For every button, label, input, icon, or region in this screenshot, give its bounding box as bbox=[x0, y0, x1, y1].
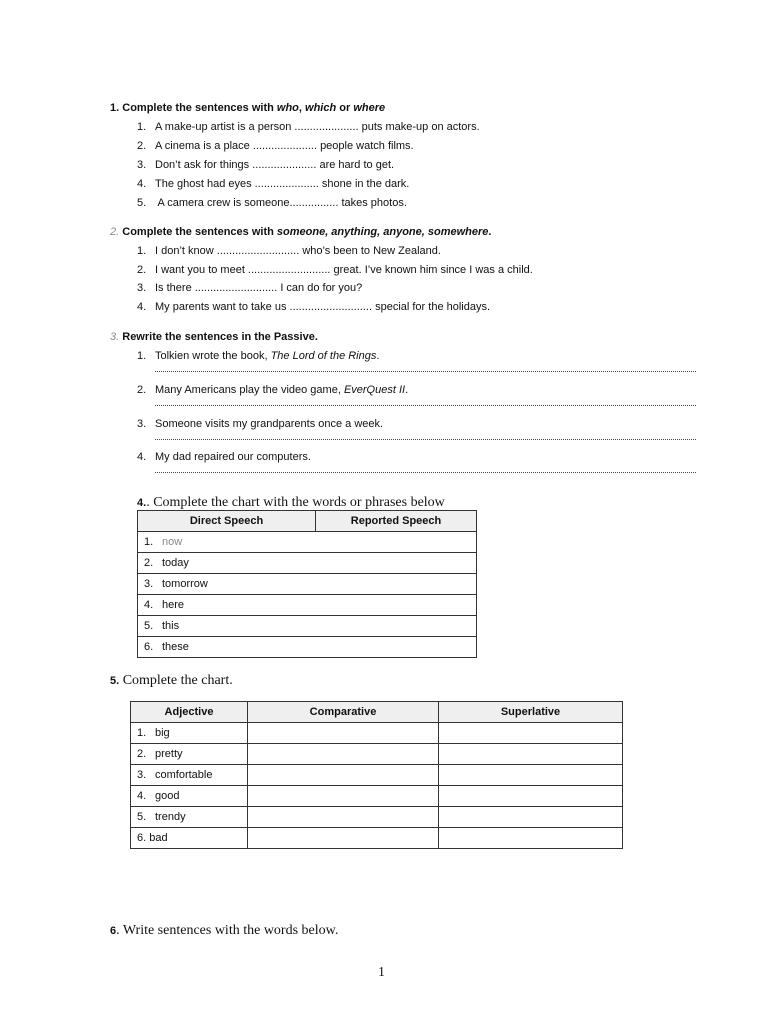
section-number: 5. bbox=[110, 675, 120, 687]
row-number: 2. bbox=[137, 748, 147, 760]
heading-end: . bbox=[488, 226, 492, 238]
table-cell bbox=[138, 574, 316, 595]
section-3-item-3 bbox=[137, 417, 383, 431]
keyword: who bbox=[276, 102, 299, 114]
section-2-heading bbox=[110, 225, 491, 239]
column-header: Comparative bbox=[248, 702, 439, 723]
answer-line-2[interactable] bbox=[155, 405, 696, 406]
section-3-item-1 bbox=[137, 349, 379, 363]
comparatives-table bbox=[130, 701, 623, 849]
item-number: 4. bbox=[137, 178, 147, 190]
keyword: where bbox=[353, 102, 386, 114]
answer-cell[interactable] bbox=[316, 532, 477, 553]
page-number: 1 bbox=[378, 965, 385, 980]
item-number: 3. bbox=[137, 418, 147, 430]
table-row bbox=[131, 828, 623, 849]
section-2-item-3 bbox=[137, 281, 362, 295]
separator: , bbox=[298, 102, 306, 114]
item-number: 4. bbox=[137, 451, 147, 463]
answer-cell[interactable] bbox=[439, 723, 623, 744]
item-title: EverQuest II bbox=[343, 384, 406, 396]
heading-text: . Write sentences with the words below. bbox=[116, 923, 339, 938]
section-2-item-4 bbox=[137, 300, 490, 314]
row-word: tomorrow bbox=[162, 578, 208, 590]
item-text: I want you to meet ........................... great. I’ve known him since I was a child. bbox=[155, 264, 533, 276]
table-row bbox=[138, 532, 477, 553]
separator: or bbox=[336, 102, 354, 114]
section-1-item-4 bbox=[137, 177, 409, 191]
row-word: now bbox=[162, 536, 183, 548]
answer-cell[interactable] bbox=[316, 574, 477, 595]
table-header-row bbox=[131, 702, 623, 723]
row-word: these bbox=[162, 641, 189, 653]
row-number: 6. bbox=[137, 832, 147, 844]
section-number: 6 bbox=[110, 925, 117, 937]
table-row bbox=[138, 553, 477, 574]
answer-cell[interactable] bbox=[439, 744, 623, 765]
section-6-heading bbox=[110, 921, 338, 939]
section-number: 1. bbox=[110, 102, 120, 114]
item-text: A make-up artist is a person ..................... puts make-up on actors. bbox=[155, 121, 480, 133]
answer-line-1[interactable] bbox=[155, 371, 696, 372]
row-word: pretty bbox=[155, 748, 183, 760]
item-number: 2. bbox=[137, 264, 147, 276]
item-text: Tolkien wrote the book, bbox=[155, 350, 271, 362]
row-number: 2. bbox=[144, 557, 154, 569]
row-number: 5. bbox=[137, 811, 147, 823]
table-cell bbox=[138, 616, 316, 637]
table-row bbox=[131, 786, 623, 807]
item-number: 1. bbox=[137, 350, 147, 362]
section-number: 2. bbox=[110, 226, 120, 238]
table-row bbox=[138, 637, 477, 658]
table-cell bbox=[131, 765, 248, 786]
table-row bbox=[131, 807, 623, 828]
item-text: A camera crew is someone................ takes photos. bbox=[155, 197, 407, 209]
section-2-item-2 bbox=[137, 263, 533, 277]
answer-cell[interactable] bbox=[248, 786, 439, 807]
answer-cell[interactable] bbox=[316, 616, 477, 637]
section-1-item-3 bbox=[137, 158, 394, 172]
answer-cell[interactable] bbox=[316, 595, 477, 616]
section-number: 3. bbox=[110, 331, 120, 343]
row-number: 3. bbox=[137, 769, 147, 781]
section-1-item-2 bbox=[137, 139, 414, 153]
answer-cell[interactable] bbox=[248, 765, 439, 786]
row-word: good bbox=[155, 790, 180, 802]
row-word: today bbox=[162, 557, 189, 569]
answer-line-4[interactable] bbox=[155, 472, 696, 473]
row-number: 3. bbox=[144, 578, 154, 590]
section-3-heading bbox=[110, 330, 318, 344]
heading-text: Rewrite the sentences in the Passive. bbox=[122, 331, 318, 343]
section-number: 4. bbox=[137, 497, 147, 509]
item-title: The Lord of the Rings bbox=[270, 350, 377, 362]
section-1-item-5 bbox=[137, 196, 407, 210]
answer-cell[interactable] bbox=[248, 744, 439, 765]
table-row bbox=[131, 744, 623, 765]
section-4-heading bbox=[137, 493, 445, 511]
item-number: 3. bbox=[137, 159, 147, 171]
table-row bbox=[131, 765, 623, 786]
item-number: 1. bbox=[137, 245, 147, 257]
item-number: 2. bbox=[137, 140, 147, 152]
row-word: here bbox=[162, 599, 185, 611]
table-row bbox=[138, 616, 477, 637]
item-number: 1. bbox=[137, 121, 147, 133]
item-text: A cinema is a place ..................... people watch films. bbox=[155, 140, 414, 152]
item-number: 3. bbox=[137, 282, 147, 294]
row-word: this bbox=[162, 620, 180, 632]
heading-text: Complete the sentences with bbox=[122, 226, 277, 238]
row-word: big bbox=[155, 727, 170, 739]
column-header: Adjective bbox=[131, 702, 248, 723]
answer-cell[interactable] bbox=[439, 786, 623, 807]
keyword: which bbox=[305, 102, 337, 114]
section-2-item-1 bbox=[137, 244, 441, 258]
item-text: My dad repaired our computers. bbox=[155, 451, 311, 463]
section-3-item-2 bbox=[137, 383, 408, 397]
heading-text: . Complete the chart with the words or phrases below bbox=[146, 495, 445, 510]
row-word: comfortable bbox=[155, 769, 213, 781]
item-text: Someone visits my grandparents once a week. bbox=[155, 418, 384, 430]
row-number: 4. bbox=[144, 599, 154, 611]
heading-text: Complete the sentences with bbox=[122, 102, 277, 114]
table-cell bbox=[138, 637, 316, 658]
section-1-item-1 bbox=[137, 120, 480, 134]
row-word: trendy bbox=[155, 811, 186, 823]
table-cell bbox=[138, 595, 316, 616]
item-text: Don’t ask for things ..................... are hard to get. bbox=[155, 159, 395, 171]
answer-cell[interactable] bbox=[248, 828, 439, 849]
row-number: 1. bbox=[137, 727, 147, 739]
item-number: 5. bbox=[137, 197, 147, 209]
answer-cell[interactable] bbox=[316, 553, 477, 574]
item-text: Many Americans play the video game, bbox=[155, 384, 344, 396]
answer-cell[interactable] bbox=[248, 723, 439, 744]
table-row bbox=[138, 574, 477, 595]
row-number: 6. bbox=[144, 641, 154, 653]
table-cell bbox=[131, 786, 248, 807]
answer-cell[interactable] bbox=[439, 807, 623, 828]
keywords: someone, anything, anyone, somewhere bbox=[276, 226, 489, 238]
item-number: 2. bbox=[137, 384, 147, 396]
item-text-end: . bbox=[376, 350, 380, 362]
section-5-heading bbox=[110, 671, 233, 689]
row-number: 1. bbox=[144, 536, 154, 548]
heading-text: Complete the chart. bbox=[119, 673, 233, 688]
table-cell bbox=[138, 532, 316, 553]
reported-speech-table bbox=[137, 510, 477, 658]
row-number: 5. bbox=[144, 620, 154, 632]
table-cell bbox=[131, 807, 248, 828]
table-row bbox=[131, 723, 623, 744]
item-text: I don’t know ........................... who’s been to New Zealand. bbox=[155, 245, 441, 257]
item-text: Is there ........................... I can do for you? bbox=[155, 282, 363, 294]
column-header: Superlative bbox=[439, 702, 623, 723]
table-row bbox=[138, 595, 477, 616]
answer-cell[interactable] bbox=[439, 765, 623, 786]
answer-line-3[interactable] bbox=[155, 439, 696, 440]
table-cell bbox=[131, 723, 248, 744]
column-header: Reported Speech bbox=[316, 511, 477, 532]
row-number: 4. bbox=[137, 790, 147, 802]
section-1-heading bbox=[110, 101, 385, 115]
answer-cell[interactable] bbox=[439, 828, 623, 849]
item-text: My parents want to take us ........................... special for the holidays. bbox=[155, 301, 491, 313]
table-cell bbox=[131, 828, 248, 849]
answer-cell[interactable] bbox=[316, 637, 477, 658]
table-header-row bbox=[138, 511, 477, 532]
item-text-end: . bbox=[405, 384, 409, 396]
answer-cell[interactable] bbox=[248, 807, 439, 828]
item-text: The ghost had eyes ..................... shone in the dark. bbox=[155, 178, 410, 190]
table-cell bbox=[138, 553, 316, 574]
table-cell bbox=[131, 744, 248, 765]
item-number: 4. bbox=[137, 301, 147, 313]
column-header: Direct Speech bbox=[138, 511, 316, 532]
section-3-item-4 bbox=[137, 450, 311, 464]
row-word: bad bbox=[149, 832, 168, 844]
